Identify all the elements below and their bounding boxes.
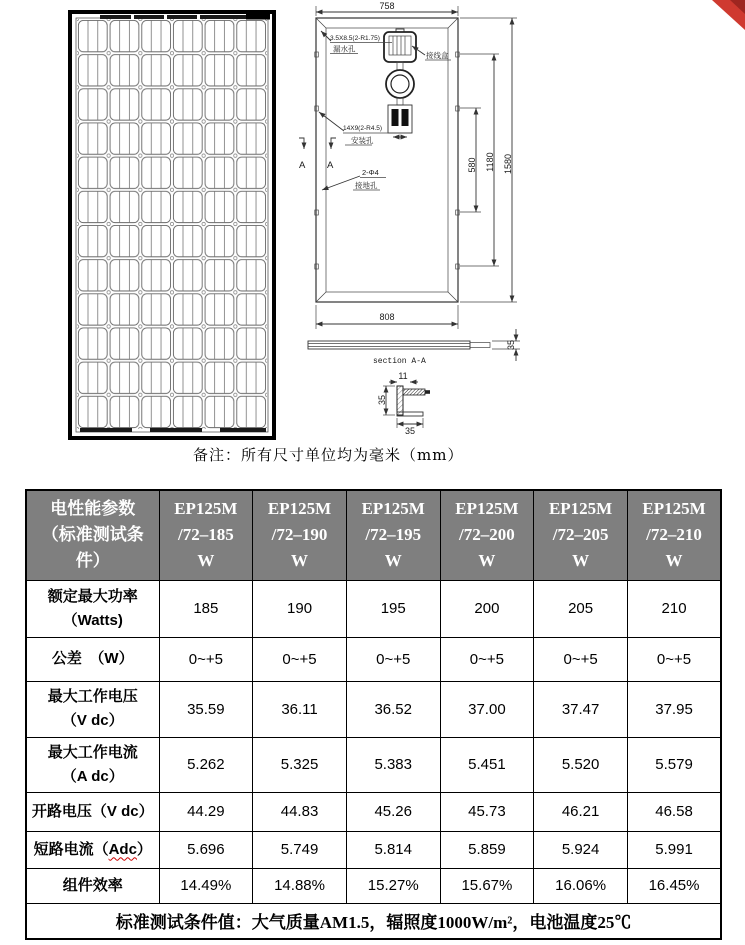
model-header-205: EP125M /72–205 W — [534, 490, 628, 580]
dim-758-label: 758 — [379, 1, 395, 11]
row-label: 最大工作电流 （A dc） — [26, 737, 159, 792]
row-label: 短路电流（Adc） — [26, 831, 159, 868]
row-label: 开路电压（V dc） — [26, 792, 159, 831]
section-thickness-label: 35 — [506, 339, 516, 351]
dim-808-label: 808 — [379, 312, 395, 322]
test-conditions-note: 标准测试条件值：大气质量AM1.5，辐照度1000W/m²，电池温度25℃ — [26, 903, 721, 939]
module-front-view — [70, 12, 274, 439]
detail-dim-11: 11 — [398, 371, 408, 381]
cut-mark-a-right: A — [327, 160, 334, 171]
section-aa-label: section A-A — [373, 357, 426, 366]
clamp-bolt — [403, 389, 425, 395]
dim-1180-label: 1180 — [485, 152, 495, 172]
table-row-vmp: 最大工作电压 （V dc） 35.59 36.11 36.52 37.00 37.47 37.95 — [26, 681, 721, 737]
table-row-voc: 开路电压（V dc） 44.29 44.83 45.26 45.73 46.21 46.58 — [26, 792, 721, 831]
row-label: 公差 （W） — [26, 637, 159, 681]
model-header-200: EP125M /72–200 W — [440, 490, 534, 580]
row-label: 组件效率 — [26, 868, 159, 903]
section-aa-view — [308, 329, 520, 366]
table-row-max-power: 额定最大功率 （Watts) 185 190 195 200 205 210 — [26, 580, 721, 637]
table-row-isc: 短路电流（Adc） 5.696 5.749 5.814 5.859 5.924 5.991 — [26, 831, 721, 868]
ground-hole-spec: 2-Φ4 — [362, 168, 379, 177]
table-row-tolerance: 公差 （W） 0~+5 0~+5 0~+5 0~+5 0~+5 0~+5 — [26, 637, 721, 681]
dim-1580-label: 1580 — [503, 153, 513, 175]
model-header-210: EP125M /72–210 W — [627, 490, 721, 580]
drain-hole-label: 漏水孔 — [333, 44, 356, 54]
top-ribbon — [100, 15, 246, 19]
module-back-view — [299, 1, 517, 329]
table-row-efficiency: 组件效率 14.49% 14.88% 15.27% 15.67% 16.06% 16.45% — [26, 868, 721, 903]
param-header-cell: 电性能参数 （标准测试条 件） — [26, 490, 159, 580]
table-row-imp: 最大工作电流 （A dc） 5.262 5.325 5.383 5.451 5.520 5.579 — [26, 737, 721, 792]
row-label: 最大工作电压 （V dc） — [26, 681, 159, 737]
table-header-row — [26, 490, 721, 580]
row-label: 额定最大功率 （Watts) — [26, 580, 159, 637]
dim-right-side — [460, 18, 517, 302]
mounting-hole-spec: 14X9(2-R4.5) — [343, 125, 383, 132]
module-drawings — [0, 0, 745, 445]
cut-mark-a-left: A — [299, 160, 306, 171]
electrical-spec-table — [25, 489, 722, 940]
detail-dim-bottom-35: 35 — [404, 426, 416, 436]
red-corner-decoration — [712, 0, 745, 30]
drain-hole-spec: 3.5X8.5(2-R1.75) — [330, 35, 380, 42]
dim-758 — [316, 1, 458, 16]
model-header-195: EP125M /72–195 W — [346, 490, 440, 580]
model-header-190: EP125M /72–190 W — [253, 490, 347, 580]
spellcheck-squiggle: Adc — [108, 840, 137, 858]
mounting-hole-label: 安装孔 — [351, 136, 374, 145]
top-right-bar — [246, 12, 270, 20]
junction-box-label: 接线盒 — [426, 51, 449, 60]
dim-808 — [316, 305, 458, 329]
table-footer-row — [26, 903, 721, 939]
frame-detail-view — [377, 371, 430, 436]
dimensions-note: 备注：所有尺寸单位均为毫米（mm） — [193, 446, 464, 464]
detail-dim-left-35: 35 — [377, 394, 387, 406]
dim-580-label: 580 — [467, 157, 477, 173]
ground-hole-label: 接地孔 — [355, 181, 378, 190]
model-header-185: EP125M /72–185 W — [159, 490, 253, 580]
